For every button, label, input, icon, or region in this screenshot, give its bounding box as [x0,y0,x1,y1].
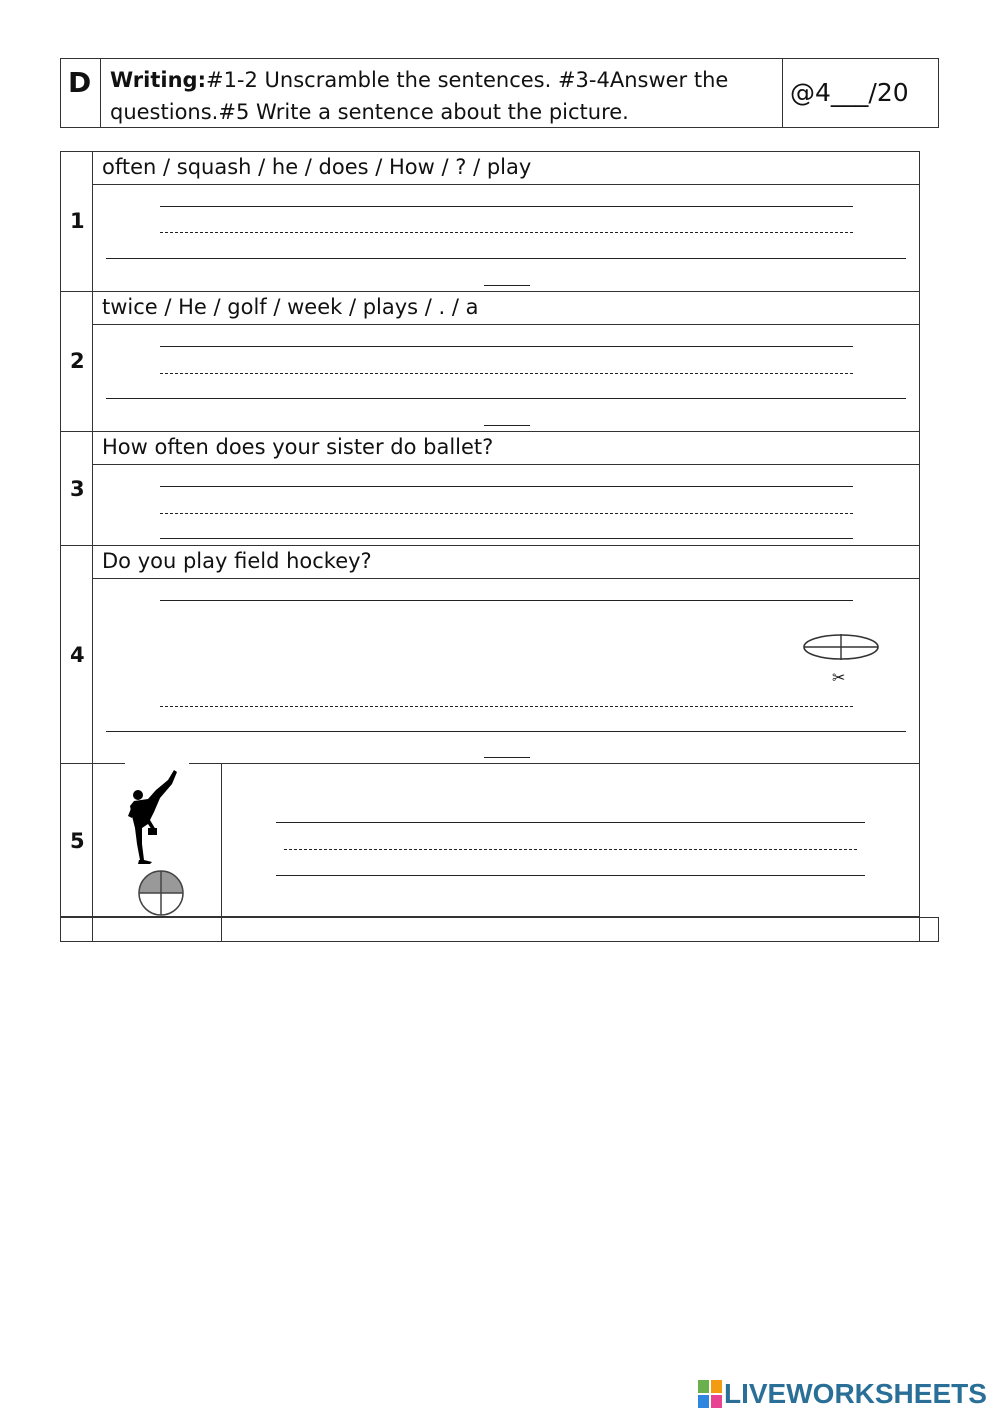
question-prompt-3: How often does your sister do ballet? [102,435,494,459]
prompt-divider-3 [92,464,920,465]
empty-row [60,917,939,942]
liveworksheets-logo-icon [698,1380,722,1408]
answer-line-5b[interactable] [284,849,857,850]
question-table [60,151,920,917]
question-number-4: 4 [70,643,85,667]
prompt-divider-1 [92,184,920,185]
answer-line-4b[interactable] [160,706,853,707]
header-divider-left [100,58,101,128]
picture-gap [125,759,189,767]
question-prompt-4: Do you play field hockey? [102,549,372,573]
answer-line-4c[interactable] [106,731,906,732]
target-icon [802,632,880,662]
picture-column-divider [221,763,222,941]
number-column-divider [92,151,93,941]
answer-line-2b[interactable] [160,373,853,374]
question-prompt-1: often / squash / he / does / How / ? / play [102,155,532,179]
answer-line-2d[interactable] [484,425,530,426]
question-number-1: 1 [70,209,85,233]
answer-line-1d[interactable] [484,285,530,286]
liveworksheets-logo [698,1377,987,1411]
question-number-5: 5 [70,829,85,853]
scissors-icon: ✂ [832,668,846,687]
answer-line-5c[interactable] [276,875,865,876]
instructions-line2: questions.#5 Write a sentence about the picture. [110,100,629,124]
answer-line-1a[interactable] [160,206,853,207]
answer-line-3c[interactable] [160,538,853,539]
instructions-title: Writing: [110,68,206,92]
row-divider-3 [60,545,920,546]
answer-line-1b[interactable] [160,232,853,233]
score: @4___/20 [790,78,909,107]
karate-kick-picture [122,768,182,866]
prompt-divider-2 [92,324,920,325]
header-divider-right [782,58,783,128]
empty-row-divider [919,917,920,942]
instructions-line1: #1-2 Unscramble the sentences. #3-4Answer the [205,68,729,92]
prompt-divider-4 [92,578,920,579]
answer-line-4d[interactable] [484,757,530,758]
row-divider-2 [60,431,920,432]
row-divider-4 [60,763,920,764]
answer-line-3b[interactable] [160,513,853,514]
row-divider-1 [60,291,920,292]
question-number-3: 3 [70,477,85,501]
question-prompt-2: twice / He / golf / week / plays / . / a [102,295,479,319]
section-letter: D [68,66,92,99]
liveworksheets-brand: LIVEWORKSHEETS [724,1378,987,1409]
answer-line-2a[interactable] [160,346,853,347]
answer-line-5a[interactable] [276,822,865,823]
answer-line-1c[interactable] [106,258,906,259]
answer-line-2c[interactable] [106,398,906,399]
answer-line-4a[interactable] [160,600,853,601]
answer-line-3a[interactable] [160,486,853,487]
fraction-pie-icon [136,868,186,918]
instructions [110,64,728,128]
question-number-2: 2 [70,349,85,373]
